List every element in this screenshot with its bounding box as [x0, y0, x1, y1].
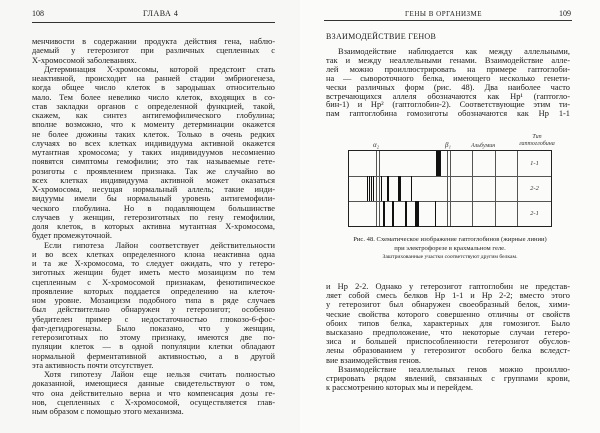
header-rule: [324, 20, 572, 21]
text-line: Если гипотеза Лайон соответствует действительности: [44, 240, 275, 250]
text-line: зиса и большей приспособленности гетерозигот обуслов-: [326, 337, 570, 347]
band: [415, 201, 419, 227]
text-line: когда общее число клеток в зародышах относительно: [32, 83, 275, 93]
running-head: ГЛАВА 4: [143, 9, 179, 18]
page-number: 108: [32, 9, 44, 18]
text-line: лены образованием у гетерозигот особого белка вследст-: [326, 346, 570, 356]
text-line: Взаимодействие неаллельных генов можно проиллю-: [338, 364, 570, 374]
haptoglobin-type-label: Тип гаптоглобина: [519, 134, 555, 147]
text-line: стрировать рядом явлений, связанных с группами крови,: [326, 374, 570, 383]
text-line: на — сывороточного белка, имеющего несколько генети-: [326, 73, 570, 83]
band: [411, 176, 412, 201]
text-line: X-хромосома, несущая нормальный аллель; такие инди-: [32, 185, 275, 194]
right-page: [300, 0, 600, 433]
text-line: ным образом с помощью этого механизма.: [32, 407, 184, 416]
row-label: 2-2: [530, 185, 539, 192]
row-label: 1-1: [530, 160, 539, 167]
text-line: у гетерозигот был обнаружен своеобразный белок, хими-: [326, 300, 570, 310]
text-line: ческого глобулина. Но в подавляющем большинстве: [32, 203, 275, 213]
text-line: доля клеток, в которых активна мутантная X-хромосома,: [32, 222, 275, 231]
text-line: эта активность почти отсутствует.: [32, 360, 154, 370]
text-line: Детерминация X-хромосомы, которой предстоит стать: [44, 64, 275, 74]
text-line: и Hp 2-2. Однако у гетерозигот гаптоглобин не представ-: [326, 282, 570, 291]
text-line: вполне возможно, что к моменту детерминации окажется: [32, 120, 275, 130]
text-line: видуумы имели бы нормальный уровень антигемофили-: [32, 194, 275, 204]
band: [405, 201, 407, 227]
band: [367, 176, 368, 201]
electrophoresis-figure: [348, 150, 552, 227]
section-title: ВЗАИМОДЕЙСТВИЕ ГЕНОВ: [326, 32, 437, 41]
text-line: Взаимодействие наблюдается как между аллельными,: [338, 47, 570, 56]
text-line: пуляции клеток — в одной популяции клетки обладают: [32, 342, 275, 352]
band: [381, 176, 382, 201]
text-line: фат-дегидрогеназы. Было показано, что у женщин,: [32, 323, 275, 333]
text-line: зиготных женщин будет иметь место мозаицизм по тем: [32, 268, 275, 278]
figure-caption-note: Заштрихованные участки соответствуют другим белкам.: [382, 254, 518, 260]
band: [369, 176, 370, 201]
text-line: обоих типов белка, характерных для гомозигот. Было: [326, 318, 570, 328]
text-line: появятся симптомы гемофилии; это так называемые гете-: [32, 157, 275, 167]
band: [398, 176, 401, 201]
text-line: скажем, как синтез антигемофилического глобулина;: [32, 111, 275, 120]
text-line: менчивости в содержании продукта действия гена, наблю-: [32, 37, 275, 46]
text-line: пам гаптоглобина гомозиготы обозначаются как Hp 1-1: [326, 109, 570, 119]
text-line: мало. Тем более невелико число клеток, входящих в со-: [32, 92, 275, 102]
text-line: даемый у гетерозигот при различных сцепленных с: [32, 46, 275, 56]
albumin-label: Альбумин: [471, 143, 496, 149]
text-line: X-хромосомой заболеваниях.: [32, 55, 137, 65]
text-line: высказано предположение, что некоторые случаи гетеро-: [326, 328, 570, 337]
text-line: доказанной, имеющиеся данные свидетельствуют о том,: [32, 379, 275, 389]
text-line: сцепленным с X-хромосомой признакам, фенотипическое: [32, 277, 275, 287]
column-line: [379, 151, 380, 226]
text-line: розиготы с проявлением признака. Так же случайно во: [32, 166, 275, 176]
column-line: [450, 151, 451, 226]
beta1-label: β₁: [445, 141, 451, 149]
band: [373, 176, 374, 201]
text-line: и та же X-хромосома, то следует ожидать, что у гетеро-: [32, 259, 275, 268]
figure-caption: Рис. 48. Схематическое изображение гаптоглобинов (жирные линии): [353, 236, 547, 243]
row-label: 2-1: [530, 210, 539, 217]
text-line: ном уровне. Мозаицизм подобного типа в ряде случаев: [32, 296, 275, 305]
text-line: так и между неаллельными генами. Взаимодействие алле-: [326, 55, 570, 65]
text-line: случаях во всех клетках индивидуума активной окажется: [32, 138, 275, 148]
text-line: встречающихся аллеля обозначаются как Hp¹ (гаптогло-: [326, 91, 570, 101]
text-line: не более дюжины таких клеток. Только в очень редких: [32, 129, 275, 139]
column-line: [472, 151, 473, 226]
band: [436, 151, 441, 176]
column-line: [447, 151, 448, 226]
alpha2-label: α₂: [373, 141, 380, 149]
text-line: убедителен пример с недостаточностью глюкозо-6-фос-: [32, 314, 275, 324]
text-line: став закладки органов с определенной функцией, такой,: [32, 101, 275, 111]
page-number: 109: [559, 9, 571, 18]
text-line: нов, сцепленных с X-хромосомой, осуществляется глав-: [32, 397, 275, 407]
text-line: и во всех клетках определенного клона неактивна одна: [32, 249, 275, 259]
text-line: нормальной ферментативной активностью, а в другой: [32, 351, 275, 361]
text-line: бин-1) и Hp² (гаптоглобин-2). Соответствующие этим ти-: [326, 100, 570, 110]
band: [435, 201, 436, 227]
text-line: ляет собой смесь белков Hp 1-1 и Hp 2-2; вместо этого: [326, 291, 570, 301]
figure-caption: при электрофорезе в крахмальном геле.: [394, 245, 506, 252]
text-line: вие взаимодействия генов.: [326, 355, 421, 365]
text-line: к рассмотрению которых мы и перейдем.: [326, 383, 473, 393]
running-head: ГЕНЫ В ОРГАНИЗМЕ: [405, 10, 483, 18]
text-line: ческие свойства которого совершенно отличны от свойств: [326, 309, 570, 319]
text-line: гетерозиготных по этому признаку, имеются две по-: [32, 333, 275, 342]
column-line: [495, 151, 496, 226]
text-line: лей можно проиллюстрировать на примере гаптоглоби-: [326, 64, 570, 74]
text-line: был действительно обнаружен у гетерозигот; особенно: [32, 305, 275, 315]
header-rule: [32, 22, 275, 23]
text-line: мутантная хромосома; у таких индивидуумов несомненно: [32, 148, 275, 157]
text-line: Хотя гипотезу Лайон еще нельзя считать полностью: [44, 370, 275, 379]
text-line: неактивной, происходит на ранней стадии эмбриогенеза,: [32, 74, 275, 83]
text-line: чески различных форм (рис. 48). Два наиболее часто: [326, 82, 570, 92]
text-line: случаев у женщин, гетерозиготных по гену гемофилии,: [32, 212, 275, 222]
text-line: будет промежуточной.: [32, 231, 112, 241]
band: [387, 176, 389, 201]
band: [383, 201, 385, 227]
text-line: что она действительно верна и что компенсация дозы ге-: [32, 388, 275, 398]
text-line: всех клетках индивидуума активной может оказаться: [32, 175, 275, 185]
band: [392, 201, 394, 227]
text-line: проявление которых поддается определению на клеточ-: [32, 286, 275, 296]
band: [371, 176, 372, 201]
column-line: [376, 151, 377, 226]
